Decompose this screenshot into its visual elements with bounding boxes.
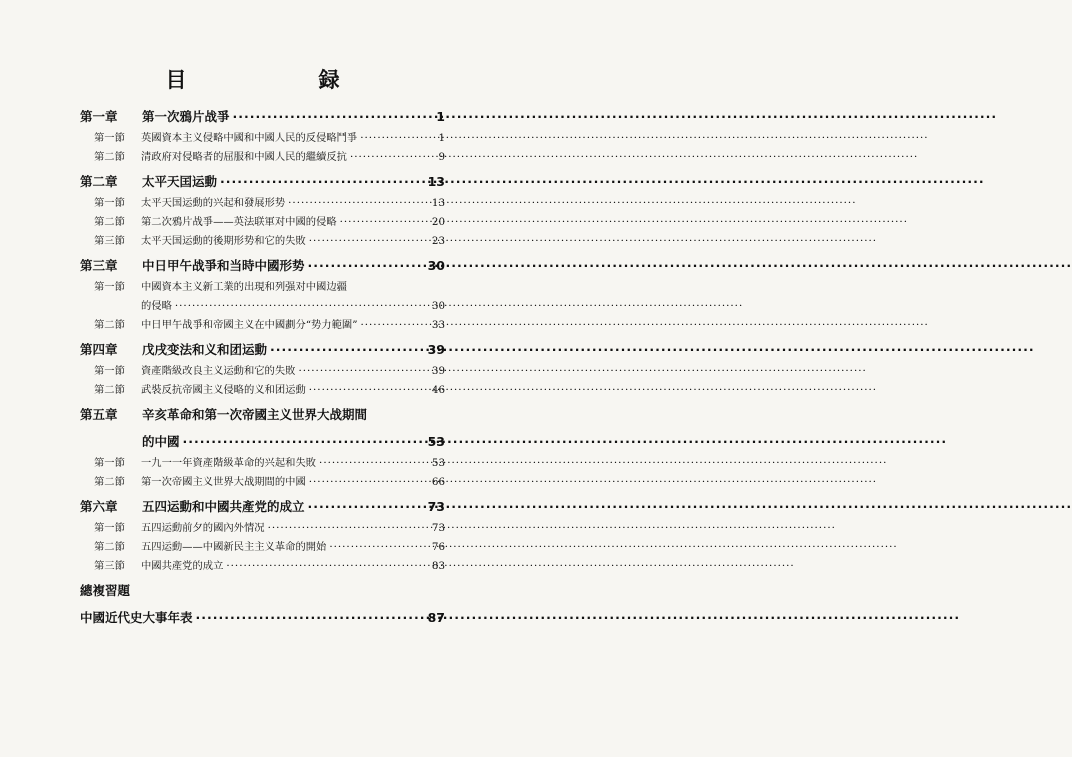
dot-leader — [220, 174, 425, 189]
section-number: 第二節 — [94, 151, 125, 163]
section-entry — [80, 232, 445, 247]
chapter-title: 辛亥革命和第一次帝國主义世界大战期間 — [142, 407, 368, 422]
section-entry — [80, 381, 445, 396]
section-title: 第二次鴉片战爭——英法联軍对中國的侵略 — [141, 216, 337, 228]
chapter-entry — [80, 107, 445, 125]
dot-leader — [270, 342, 425, 357]
chapter-entry — [80, 340, 445, 358]
chapter-entry — [80, 497, 445, 515]
section-number: 第一節 — [94, 281, 125, 293]
page-number: 13 — [431, 197, 445, 209]
section-number: 第二節 — [94, 319, 125, 331]
dot-leader — [360, 319, 428, 331]
dot-leader — [319, 457, 428, 469]
chapter-title-continued: 的中國 — [142, 434, 180, 449]
table-of-contents — [80, 98, 445, 630]
dot-leader — [288, 197, 428, 209]
page-number: 9 — [438, 151, 445, 163]
dot-leader — [196, 610, 425, 625]
chapter-entry — [80, 405, 445, 423]
chapter-entry — [80, 256, 445, 274]
page-number: 39 — [427, 342, 445, 357]
page-number: 1 — [436, 109, 445, 124]
section-title: 英國資本主义侵略中國和中國人民的反侵略鬥爭 — [141, 132, 358, 144]
dot-leader — [309, 235, 428, 247]
dot-leader — [233, 109, 428, 124]
page-number: 20 — [431, 216, 445, 228]
chapter-entry — [80, 608, 445, 626]
section-entry-continued — [80, 297, 445, 312]
section-entry — [80, 538, 445, 553]
page-number: 53 — [431, 457, 445, 469]
page-number: 30 — [427, 258, 445, 273]
chapter-entry — [80, 581, 445, 599]
dot-leader — [298, 365, 428, 377]
page-number: 23 — [431, 235, 445, 247]
chapter-title: 太平天囯运動 — [142, 174, 218, 189]
chapter-number: 第四章 — [80, 342, 118, 357]
chapter-number: 第五章 — [80, 407, 118, 422]
section-title: 一九一一年資產階級革命的兴起和失敗 — [141, 457, 317, 469]
section-entry — [80, 278, 445, 293]
dot-leader — [226, 560, 428, 572]
dot-leader — [183, 434, 425, 449]
section-entry — [80, 129, 445, 144]
chapter-number: 第二章 — [80, 174, 118, 189]
section-number: 第三節 — [94, 560, 125, 572]
dot-leader — [175, 300, 428, 312]
section-title: 中日甲午战爭和帝國主义在中國劃分“势力範圍” — [141, 319, 358, 331]
section-title: 資產階級改良主义运動和它的失敗 — [141, 365, 296, 377]
chapter-number: 第一章 — [80, 109, 118, 124]
section-entry — [80, 148, 445, 163]
section-title: 五四运動——中國新民主主义革命的開始 — [141, 541, 327, 553]
section-entry — [80, 316, 445, 331]
section-number: 第二節 — [94, 476, 125, 488]
page-number: 39 — [431, 365, 445, 377]
dot-leader — [340, 216, 428, 228]
chapter-title: 中日甲午战爭和当時中國形势 — [142, 258, 305, 273]
page-number: 73 — [431, 522, 445, 534]
section-title: 武裝反抗帝國主义侵略的义和团运動 — [141, 384, 306, 396]
dot-leader — [350, 151, 428, 163]
section-entry — [80, 557, 445, 572]
chapter-entry-continued — [80, 432, 445, 450]
dot-leader — [308, 499, 425, 514]
chapter-title: 五四运動和中國共產党的成立 — [142, 499, 305, 514]
section-entry — [80, 454, 445, 469]
section-entry — [80, 213, 445, 228]
dot-leader — [309, 384, 428, 396]
chapter-title: 第一次鴉片战爭 — [142, 109, 230, 124]
section-entry — [80, 473, 445, 488]
section-number: 第一節 — [94, 132, 125, 144]
section-title: 中國資本主义新工業的出現和列强对中國边疆 — [141, 281, 347, 293]
section-number: 第一節 — [94, 365, 125, 377]
page-number: 87 — [427, 610, 445, 625]
section-title: 第一次帝國主义世界大战期間的中國 — [141, 476, 306, 488]
section-title: 中國共產党的成立 — [141, 560, 224, 572]
dot-leader — [308, 258, 425, 273]
section-title: 清政府对侵略者的屈服和中國人民的繼續反抗 — [141, 151, 347, 163]
dot-leader — [268, 522, 428, 534]
chapter-title: 中國近代史大事年表 — [80, 610, 193, 625]
section-number: 第一節 — [94, 522, 125, 534]
page-number: 1 — [438, 132, 445, 144]
chapter-entry — [80, 172, 445, 190]
section-title: 太平天国运動的後期形势和它的失敗 — [141, 235, 306, 247]
page-number: 46 — [431, 384, 445, 396]
section-number: 第一節 — [94, 197, 125, 209]
section-entry — [80, 194, 445, 209]
section-entry — [80, 519, 445, 534]
section-number: 第三節 — [94, 235, 125, 247]
page-number: 33 — [431, 319, 445, 331]
chapter-title: 總複習題 — [80, 583, 131, 598]
section-title: 太平天国运動的兴起和發展形势 — [141, 197, 286, 209]
page-number: 66 — [431, 476, 445, 488]
dot-leader — [309, 476, 428, 488]
chapter-number: 第六章 — [80, 499, 118, 514]
page-number: 30 — [431, 300, 445, 312]
page-number: 13 — [427, 174, 445, 189]
page-number: 76 — [431, 541, 445, 553]
dot-leader — [360, 132, 428, 144]
section-number: 第一節 — [94, 457, 125, 469]
chapter-title: 戊戌变法和义和团运動 — [142, 342, 268, 357]
section-title: 五四运動前夕的國內外情况 — [141, 522, 265, 534]
page-number: 53 — [427, 434, 445, 449]
section-number: 第二節 — [94, 384, 125, 396]
chapter-number: 第三章 — [80, 258, 118, 273]
section-title-continued: 的侵略 — [141, 300, 172, 312]
page-number: 83 — [431, 560, 445, 572]
page-title: 目 録 — [165, 68, 370, 92]
page-number: 73 — [427, 499, 445, 514]
section-number: 第二節 — [94, 216, 125, 228]
dot-leader — [329, 541, 428, 553]
section-number: 第二節 — [94, 541, 125, 553]
section-entry — [80, 362, 445, 377]
